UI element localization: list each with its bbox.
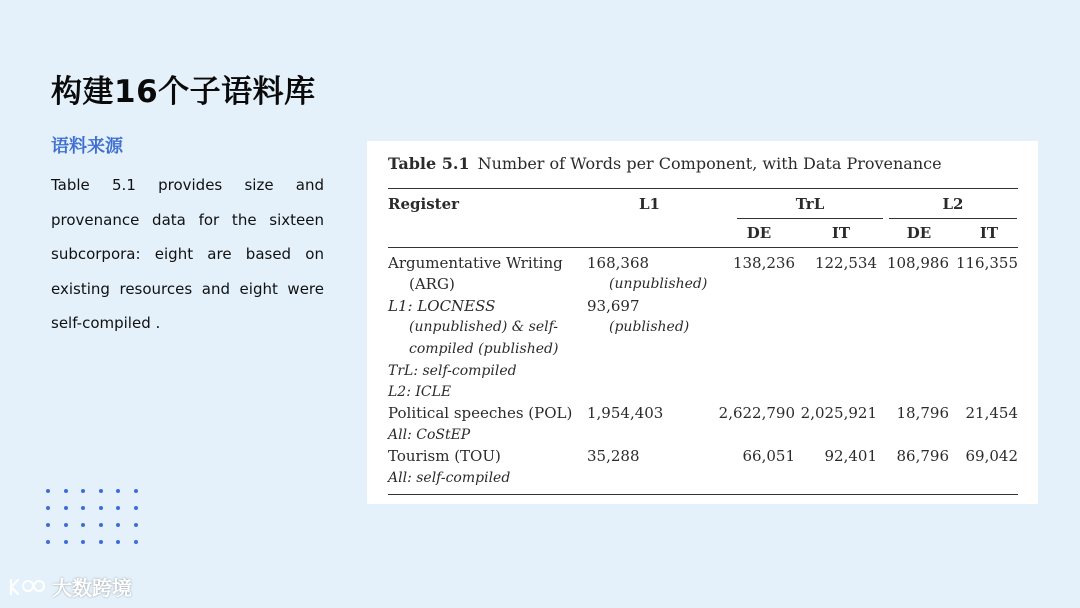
row-arg-l1-value-1: 168,368 (587, 254, 650, 272)
row-tou-l2-de: 86,796 (896, 447, 949, 465)
row-tou-l2-it: 69,042 (965, 447, 1018, 465)
trl-group-rule (737, 218, 883, 219)
decorative-dot (134, 523, 138, 527)
row-arg-l1-note-1: (unpublished) (609, 276, 708, 292)
decorative-dot (64, 523, 68, 527)
decorative-dot (116, 540, 120, 544)
row-tou-provenance: All: self-compiled (388, 470, 511, 486)
row-tou-trl-de: 66,051 (742, 447, 795, 465)
table-caption-text: Number of Words per Component, with Data Provenance (477, 154, 942, 173)
row-pol-register: Political speeches (POL) (388, 404, 573, 422)
logo-icon (8, 576, 48, 598)
row-tou-trl-it: 92,401 (824, 447, 877, 465)
body-paragraph: Table 5.1 provides size and provenance data for the sixteen subcorpora: eight are based on existing resources and eight were self-compiled . (51, 176, 324, 332)
row-arg-provenance-1: L1: LOCNESS (388, 297, 496, 315)
row-arg-register-2: (ARG) (409, 275, 455, 293)
decorative-dot (46, 489, 50, 493)
table-caption (388, 154, 942, 173)
decorative-dot (46, 540, 50, 544)
row-arg-provenance-5: L2: ICLE (388, 384, 452, 400)
header-trl: TrL (795, 195, 825, 213)
row-arg-trl-de: 138,236 (732, 254, 795, 272)
row-pol-trl-de: 2,622,790 (718, 404, 795, 422)
decorative-dot (46, 523, 50, 527)
row-arg-l2-it: 116,355 (955, 254, 1018, 272)
decorative-dot (46, 506, 50, 510)
decorative-dot (81, 506, 85, 510)
header-trl-de: DE (746, 224, 772, 242)
row-pol-trl-it: 2,025,921 (800, 404, 877, 422)
table-card (367, 141, 1038, 504)
header-trl-it: IT (831, 224, 851, 242)
decorative-dot (64, 506, 68, 510)
decorative-dot (134, 506, 138, 510)
table-caption-label: Table 5.1 (388, 154, 470, 173)
decorative-dot (99, 523, 103, 527)
header-l2-de: DE (906, 224, 932, 242)
row-tou-register: Tourism (TOU) (388, 447, 501, 465)
decorative-dot (134, 540, 138, 544)
row-pol-l2-de: 18,796 (896, 404, 949, 422)
header-bottom-rule (388, 247, 1018, 248)
decorative-dot (99, 489, 103, 493)
row-arg-l1-note-2: (published) (609, 319, 690, 335)
decorative-dot (134, 489, 138, 493)
row-arg-register-1: Argumentative Writing (388, 254, 563, 272)
decorative-dot (64, 540, 68, 544)
table-top-rule (388, 188, 1018, 189)
table-bottom-rule (388, 494, 1018, 495)
decorative-dot (81, 540, 85, 544)
row-pol-l2-it: 21,454 (965, 404, 1018, 422)
decorative-dot (99, 540, 103, 544)
l2-group-rule (889, 218, 1017, 219)
decorative-dot (116, 506, 120, 510)
row-arg-provenance-2: (unpublished) & self- (409, 319, 559, 335)
header-l2-it: IT (979, 224, 999, 242)
row-pol-l1: 1,954,403 (587, 404, 664, 422)
decorative-dot (99, 506, 103, 510)
section-heading: 语料来源 (51, 136, 123, 157)
decorative-dot (81, 523, 85, 527)
row-tou-l1: 35,288 (587, 447, 640, 465)
row-pol-provenance: All: CoStEP (388, 427, 471, 443)
logo-text: 大数跨境 (52, 576, 132, 600)
decorative-dot (116, 523, 120, 527)
row-arg-trl-it: 122,534 (814, 254, 877, 272)
decorative-dot (81, 489, 85, 493)
header-register: Register (388, 195, 460, 213)
row-arg-provenance-4: TrL: self-compiled (388, 363, 517, 379)
row-arg-l1-value-2: 93,697 (587, 297, 640, 315)
header-l1: L1 (639, 195, 660, 213)
row-arg-provenance-3: compiled (published) (409, 341, 559, 357)
decorative-dot (116, 489, 120, 493)
header-l2: L2 (942, 195, 964, 213)
watermark-logo (8, 572, 132, 601)
decorative-dot-grid (46, 489, 138, 544)
slide-title: 构建16个子语料库 (51, 74, 316, 110)
decorative-dot (64, 489, 68, 493)
row-arg-l2-de: 108,986 (886, 254, 949, 272)
